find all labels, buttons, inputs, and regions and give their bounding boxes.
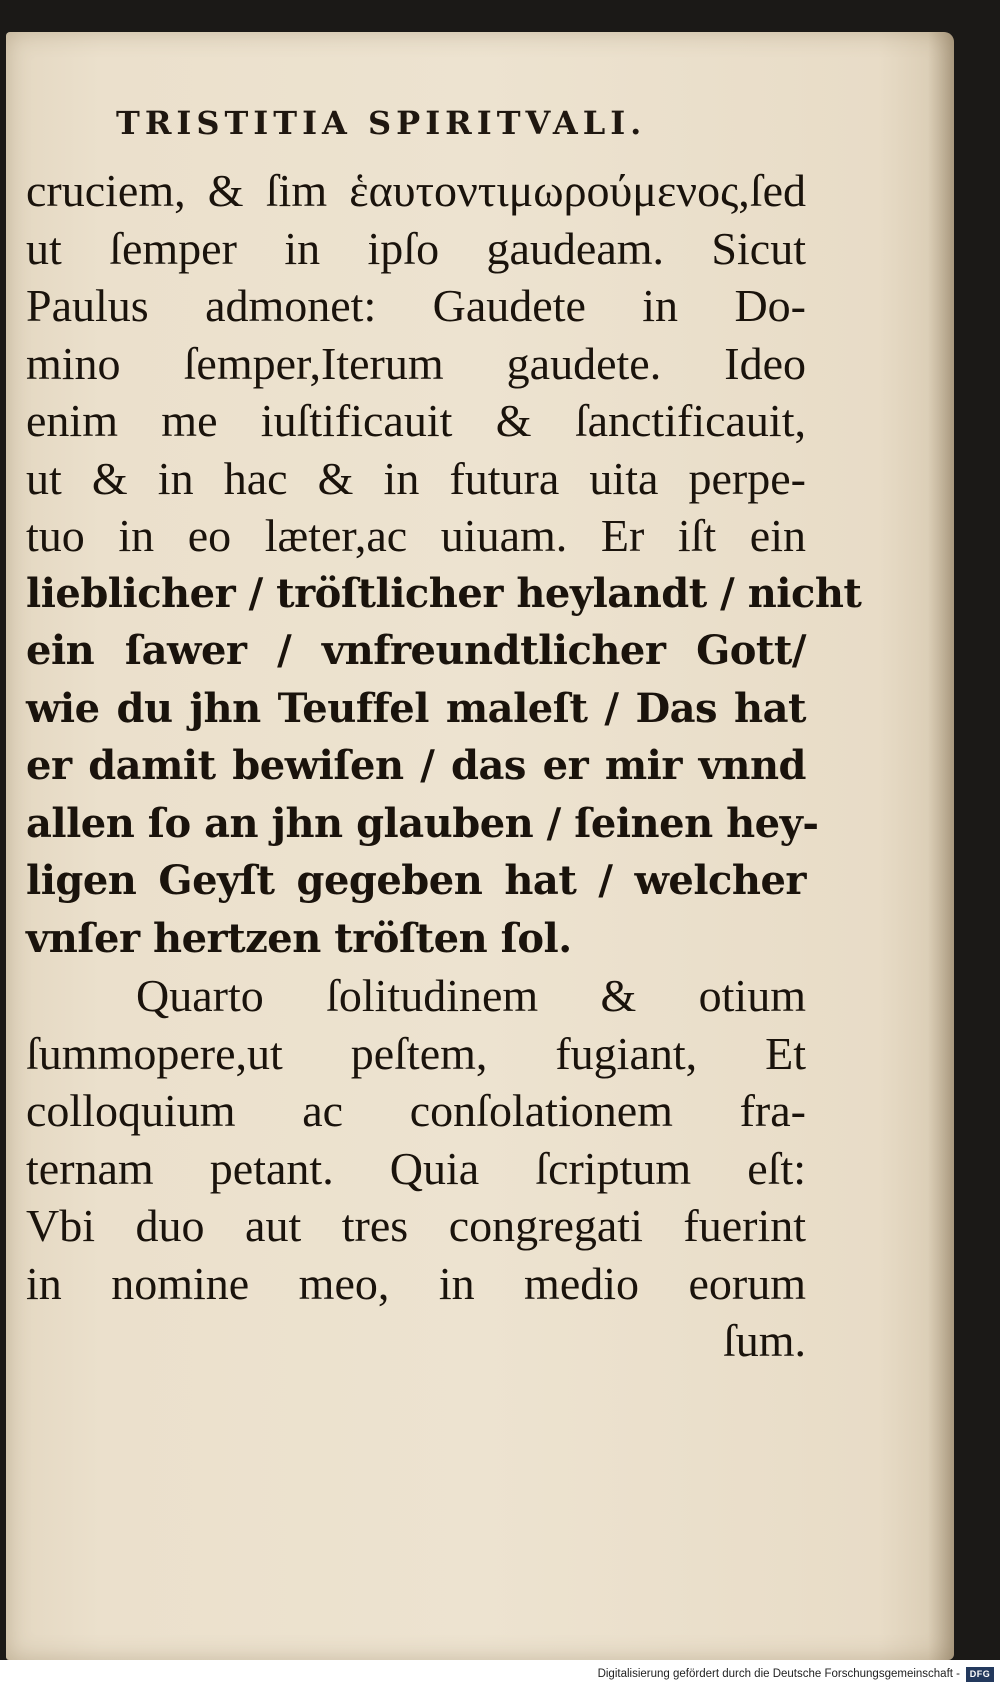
- text-line: tuo in eo læter,ac uiuam. Er iſt ein: [26, 510, 806, 561]
- text-line: in nomine meo, in medio eorum: [26, 1257, 806, 1309]
- text-line: colloquium ac conſolationem fra-: [26, 1085, 806, 1136]
- text-line: ut & in hac & in futura uita perpe-: [26, 452, 806, 504]
- digitization-footer: [0, 1660, 1000, 1692]
- running-head: TRISTITIA SPIRITVALI.: [116, 104, 647, 142]
- blackletter-line: vnſer hertzen tröſten ſol.: [26, 914, 572, 962]
- blackletter-line: wie du jhn Teuffel maleſt / Das hat: [26, 684, 806, 732]
- final-line: ſum.: [722, 1315, 806, 1366]
- blackletter-line: ein ſawer / vnfreundtlicher Gott/: [26, 627, 806, 674]
- blackletter-line: allen ſo an jhn glauben / ſeinen hey-: [26, 799, 819, 847]
- body-text: [26, 162, 862, 1370]
- book-page: [6, 32, 954, 1660]
- text-line: Paulus admonet: Gaudete in Do-: [26, 280, 806, 331]
- text-line: ternam petant. Quia ſcriptum eſt:: [26, 1142, 806, 1194]
- text-line: Vbi duo aut tres congregati fuerint: [26, 1200, 806, 1251]
- text-line: ut ſemper in ipſo gaudeam. Sicut: [26, 222, 806, 274]
- blackletter-line: er damit bewiſen / das er mir vnnd: [26, 742, 806, 789]
- footer-credit: Digitalisierung gefördert durch die Deutsche Forschungsgemeinschaft -: [597, 1668, 960, 1680]
- text-line: enim me iuſtificauit & ſanctificauit,: [26, 395, 806, 446]
- paragraph-start-line: Quarto ſolitudinem & otium: [136, 970, 806, 1021]
- text-line: mino ſemper,Iterum gaudete. Ideo: [26, 337, 806, 389]
- blackletter-line: ligen Geyſt gegeben hat / welcher: [26, 857, 806, 904]
- blackletter-line: lieblicher / tröſtlicher heylandt / nicht: [26, 569, 862, 617]
- text-line: cruciem, & ſim ἑαυτοντιμωρούμενος,ſed: [26, 165, 806, 216]
- text-line: ſummopere,ut peſtem, fugiant, Et: [26, 1027, 806, 1079]
- dfg-logo-icon: DFG: [966, 1667, 994, 1682]
